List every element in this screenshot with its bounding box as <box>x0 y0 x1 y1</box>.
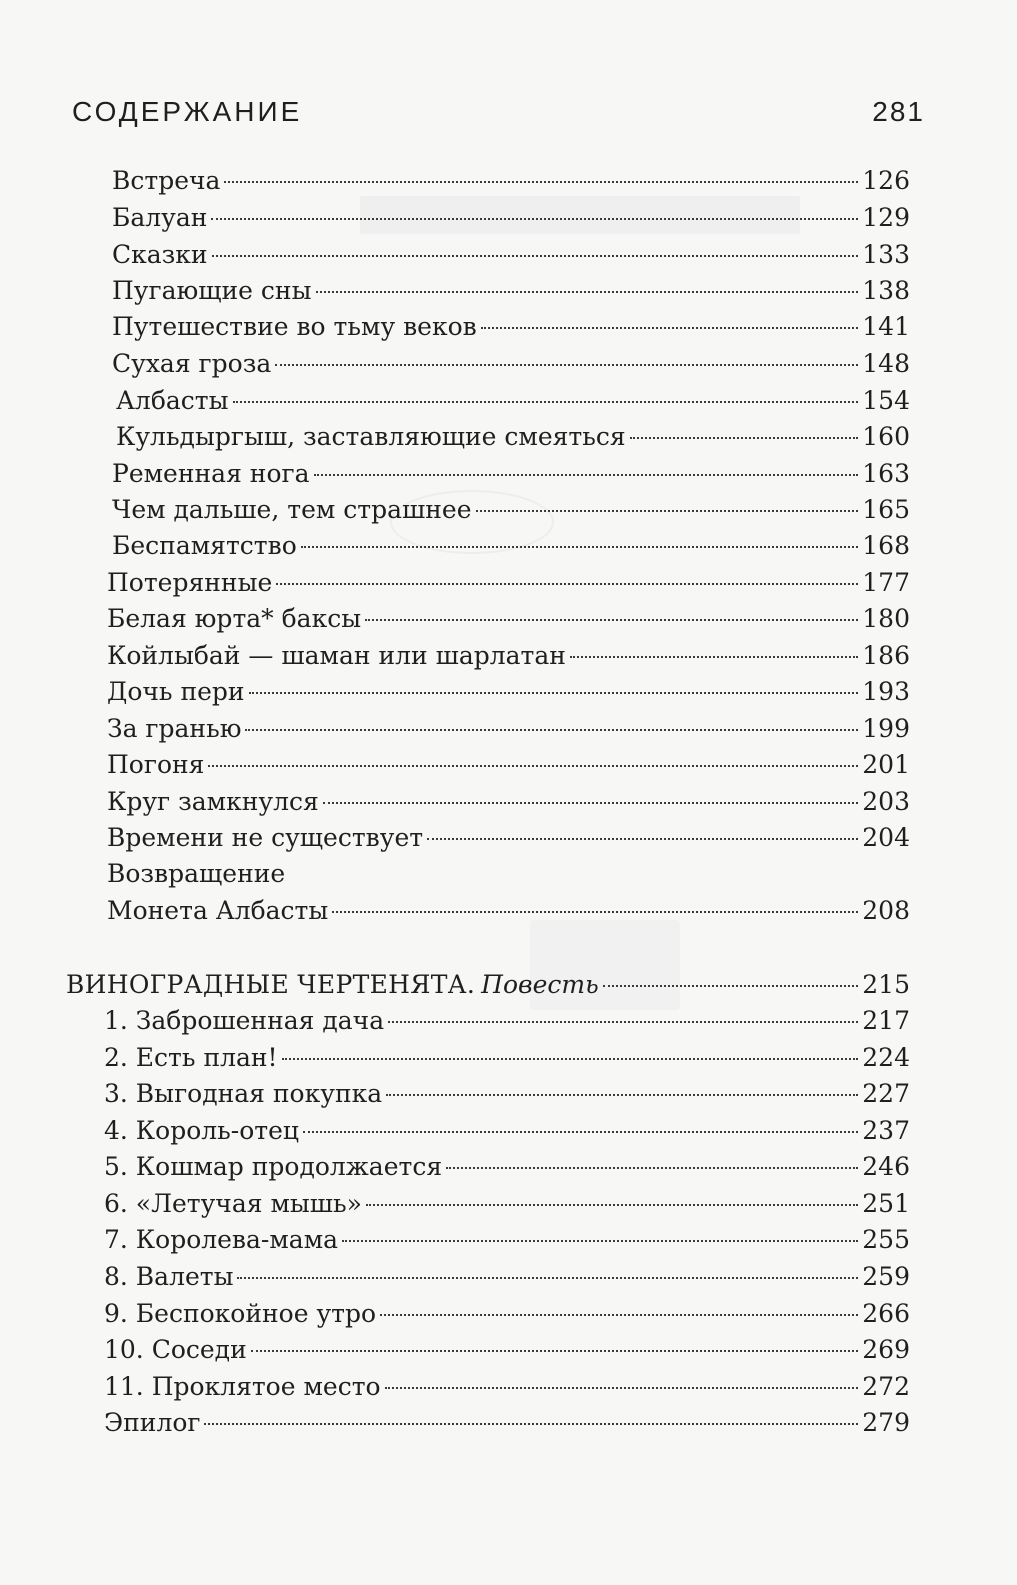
toc-chapter[interactable] <box>104 1004 910 1038</box>
toc-chapter-title: 9. Беспокойное утро <box>104 1299 377 1328</box>
toc-chapter[interactable] <box>104 1297 910 1331</box>
leader-dots <box>212 255 858 257</box>
toc-entry-title: За гранью <box>107 714 242 743</box>
leader-dots <box>251 1350 858 1352</box>
leader-dots <box>365 619 858 621</box>
leader-dots <box>446 1167 858 1169</box>
toc-entry-title: Ременная нога <box>112 459 310 488</box>
toc-entry-title: Монета Албасты <box>107 896 329 925</box>
leader-dots <box>630 437 858 439</box>
toc-entry-page: 148 <box>862 349 910 378</box>
toc-entry-page: 154 <box>862 386 910 415</box>
toc-entry-title: Сказки <box>112 240 208 269</box>
toc-entry-title: Потерянные <box>107 568 273 597</box>
leader-dots <box>316 291 859 293</box>
toc-chapter-page: 246 <box>862 1152 910 1181</box>
toc-entry[interactable] <box>107 857 910 891</box>
toc-entry-page: 177 <box>862 568 910 597</box>
toc-chapter[interactable] <box>104 1406 910 1440</box>
leader-dots <box>332 911 858 913</box>
toc-entry[interactable] <box>112 347 910 381</box>
toc-chapter-page: 269 <box>862 1335 910 1364</box>
toc-entry-title: Круг замкнулся <box>107 787 319 816</box>
leader-dots <box>303 1131 858 1133</box>
toc-entry-title: Путешествие во тьму веков <box>112 312 477 341</box>
leader-dots <box>237 1277 858 1279</box>
toc-entry-title: Албасты <box>116 386 229 415</box>
toc-entry-page: 193 <box>862 677 910 706</box>
toc-entry[interactable] <box>107 566 910 600</box>
toc-entry-page: 208 <box>862 896 910 925</box>
toc-chapter[interactable] <box>104 1114 910 1148</box>
leader-dots <box>249 692 858 694</box>
leader-dots <box>427 838 858 840</box>
toc-chapter-page: 251 <box>862 1189 910 1218</box>
toc-entry-page: 168 <box>862 531 910 560</box>
toc-chapter-title: 4. Король-отец <box>104 1116 299 1145</box>
toc-entry-page: 160 <box>862 422 910 451</box>
toc-entry-page: 180 <box>862 604 910 633</box>
toc-entry-page: 201 <box>862 750 910 779</box>
toc-chapter-title: Эпилог <box>104 1408 201 1437</box>
toc-entry[interactable] <box>112 164 910 198</box>
toc-chapter-title: 10. Соседи <box>104 1335 247 1364</box>
toc-entry[interactable] <box>112 310 910 344</box>
toc-entry-page: 165 <box>862 495 910 524</box>
toc-chapter-page: 279 <box>862 1408 910 1437</box>
toc-entry-page: 129 <box>862 203 910 232</box>
toc-entry-title: Возвращение <box>107 859 286 888</box>
toc-entry-title: Времени не существует <box>107 823 424 852</box>
toc-chapter-page: 237 <box>862 1116 910 1145</box>
toc-entry-title: Беспамятство <box>112 531 297 560</box>
leader-dots <box>342 1240 858 1242</box>
toc-entry[interactable] <box>107 785 910 819</box>
toc-chapter-title: 6. «Летучая мышь» <box>104 1189 362 1218</box>
toc-chapter-page: 272 <box>862 1372 910 1401</box>
toc-entry[interactable] <box>107 639 910 673</box>
leader-dots <box>603 985 858 987</box>
leader-dots <box>481 327 858 329</box>
toc-entry[interactable] <box>112 457 910 491</box>
toc-chapter[interactable] <box>104 1333 910 1367</box>
toc-chapter-title: 5. Кошмар продолжается <box>104 1152 443 1181</box>
toc-entry-page: 138 <box>862 276 910 305</box>
leader-dots <box>570 656 858 658</box>
toc-entry[interactable] <box>112 529 910 563</box>
leader-dots <box>233 401 859 403</box>
leader-dots <box>204 1423 858 1425</box>
toc-chapter-title: 7. Королева-мама <box>104 1225 339 1254</box>
toc-entry[interactable] <box>116 384 910 418</box>
leader-dots <box>224 181 858 183</box>
toc-chapter-page: 266 <box>862 1299 910 1328</box>
toc-entry-title: Дочь пери <box>107 677 245 706</box>
leader-dots <box>276 583 858 585</box>
toc-chapter-title: 1. Заброшенная дача <box>104 1006 385 1035</box>
toc-entry-title: Белая юрта* баксы <box>107 604 362 633</box>
toc-section[interactable] <box>66 968 910 1002</box>
toc-chapter[interactable] <box>104 1260 910 1294</box>
toc-entry-title: Балуан <box>112 203 208 232</box>
toc-entry-title: Погоня <box>107 750 205 779</box>
leader-dots <box>275 364 858 366</box>
leader-dots <box>211 218 858 220</box>
leader-dots <box>385 1387 858 1389</box>
leader-dots <box>323 802 858 804</box>
leader-dots <box>301 546 858 548</box>
toc-chapter-page: 227 <box>862 1079 910 1108</box>
toc-entry[interactable] <box>112 274 910 308</box>
toc-entry-title: Сухая гроза <box>112 349 272 378</box>
toc-entry-page: 186 <box>862 641 910 670</box>
toc-entry-page: 199 <box>862 714 910 743</box>
leader-dots <box>476 510 859 512</box>
toc-chapter-title: 2. Есть план! <box>104 1043 278 1072</box>
toc-chapter[interactable] <box>104 1041 910 1075</box>
section-subtitle: Повесть <box>481 970 599 999</box>
toc-chapter-page: 255 <box>862 1225 910 1254</box>
toc-entry-title: Чем дальше, тем страшнее <box>112 495 472 524</box>
toc-entry-title: Пугающие сны <box>112 276 312 305</box>
toc-chapter-page: 224 <box>862 1043 910 1072</box>
leader-dots <box>314 474 858 476</box>
toc-entry[interactable] <box>107 821 910 855</box>
leader-dots <box>208 765 858 767</box>
toc-entry-title: Кульдыргыш, заставляющие смеяться <box>116 422 626 451</box>
toc-entry[interactable] <box>112 493 910 527</box>
toc-entry-page: 126 <box>862 166 910 195</box>
toc-chapter-title: 11. Проклятое место <box>104 1372 381 1401</box>
toc-chapter-title: 3. Выгодная покупка <box>104 1079 383 1108</box>
toc-entry[interactable] <box>107 894 910 928</box>
toc-chapter-page: 217 <box>862 1006 910 1035</box>
leader-dots <box>380 1314 858 1316</box>
toc-chapter[interactable] <box>104 1077 910 1111</box>
toc-entry-title: Встреча <box>112 166 221 195</box>
running-head-page-number: 281 <box>872 96 925 127</box>
leader-dots <box>282 1058 858 1060</box>
toc-entry[interactable] <box>112 238 910 272</box>
toc-entry-page: 133 <box>862 240 910 269</box>
leader-dots <box>386 1094 858 1096</box>
toc-chapter-title: 8. Валеты <box>104 1262 234 1291</box>
toc-entry[interactable] <box>107 712 910 746</box>
toc-chapter[interactable] <box>104 1223 910 1257</box>
toc-entry[interactable] <box>107 748 910 782</box>
section-title: ВИНОГРАДНЫЕ ЧЕРТЕНЯТА. <box>66 970 476 999</box>
toc-entry[interactable] <box>107 675 910 709</box>
toc-entry[interactable] <box>116 420 910 454</box>
toc-section-page: 215 <box>862 970 910 999</box>
toc-entry-page: 163 <box>862 459 910 488</box>
leader-dots <box>245 729 858 731</box>
leader-dots <box>366 1204 858 1206</box>
toc-chapter-page: 259 <box>862 1262 910 1291</box>
toc-entry-title: Койлыбай — шаман или шарлатан <box>107 641 566 670</box>
toc-chapter[interactable] <box>104 1150 910 1184</box>
toc-section-title <box>66 968 599 1002</box>
toc-entry-page: 141 <box>862 312 910 341</box>
running-head-title: СОДЕРЖАНИЕ <box>72 96 303 127</box>
toc-entry[interactable] <box>112 201 910 235</box>
toc-chapter[interactable] <box>104 1187 910 1221</box>
toc-entry-page: 203 <box>862 787 910 816</box>
toc-chapter[interactable] <box>104 1370 910 1404</box>
toc-entry[interactable] <box>107 602 910 636</box>
toc-entry-page: 204 <box>862 823 910 852</box>
leader-dots <box>388 1021 858 1023</box>
